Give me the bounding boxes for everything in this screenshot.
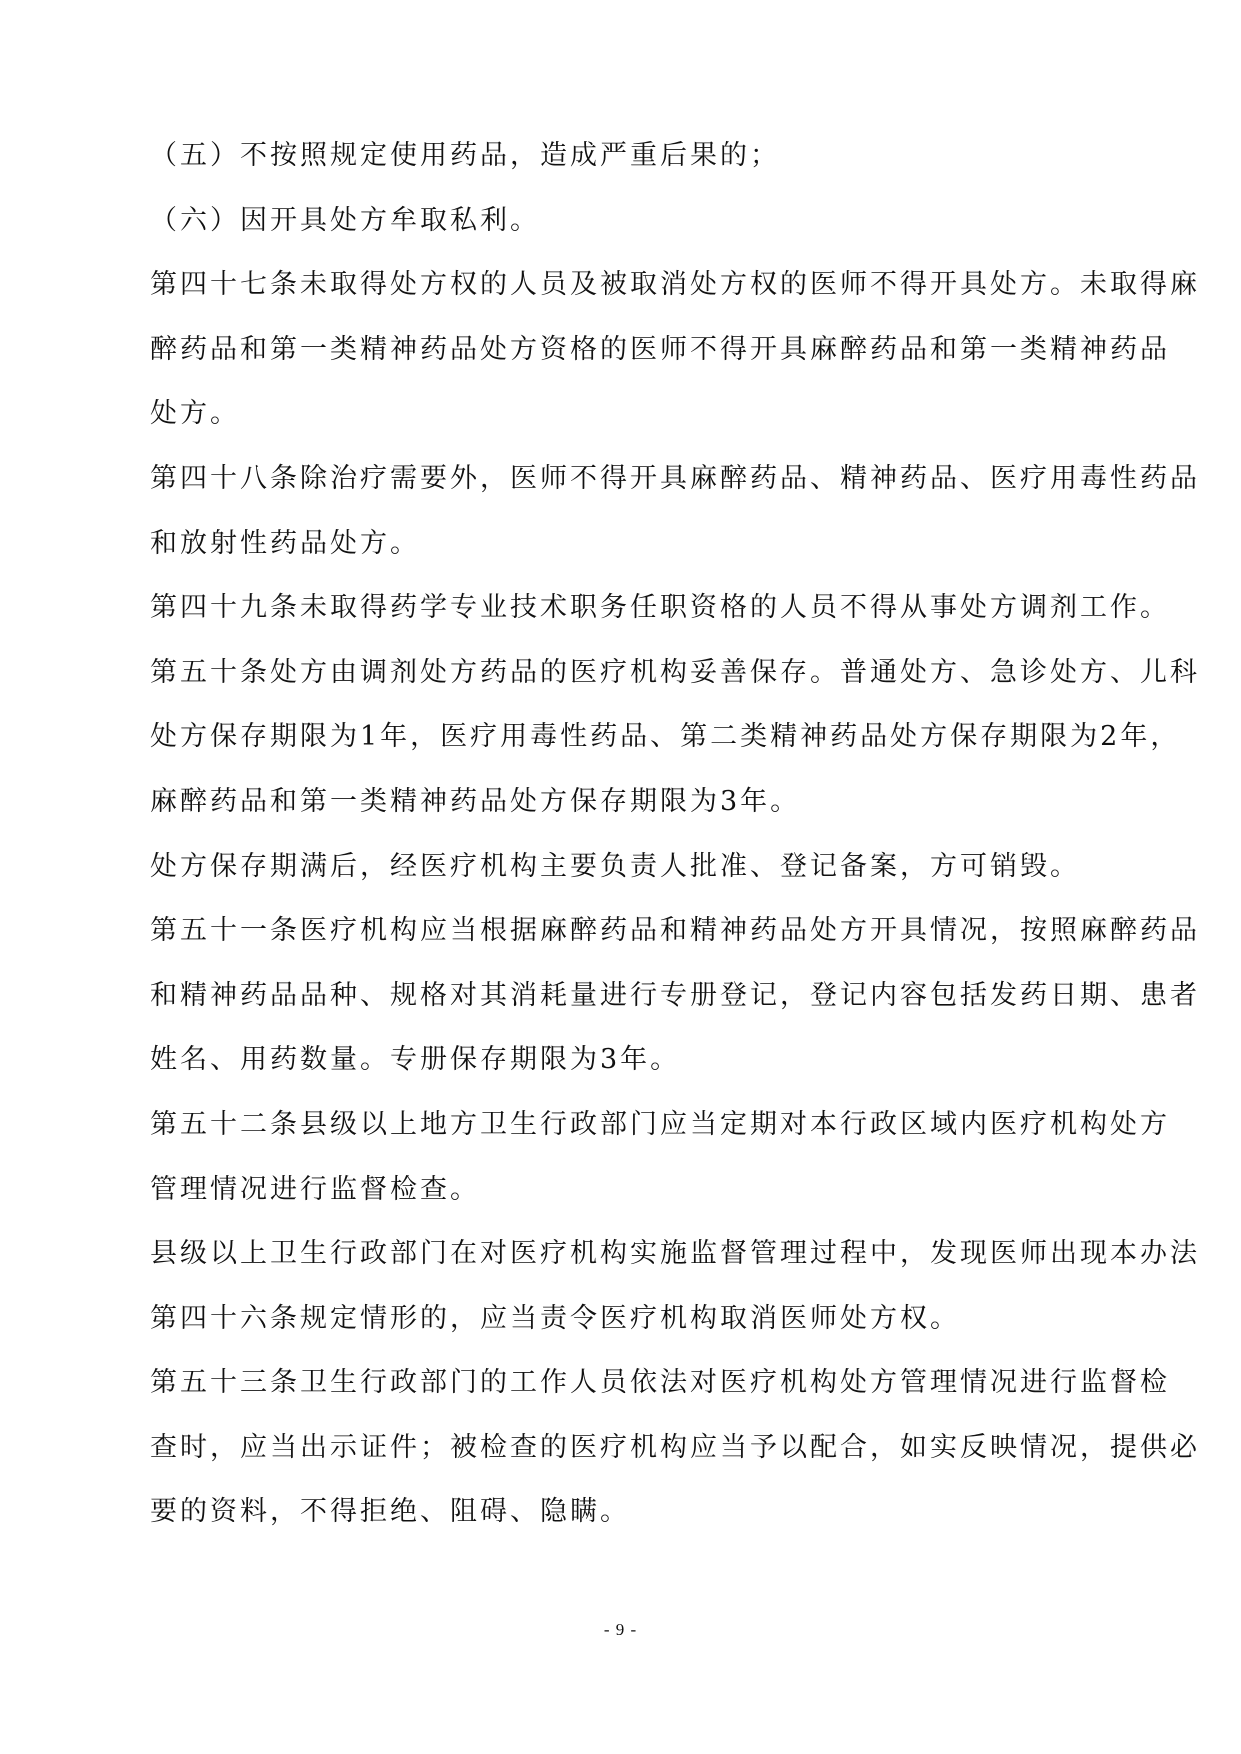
text-line: 醉药品和第一类精神药品处方资格的医师不得开具麻醉药品和第一类精神药品 xyxy=(150,333,1170,365)
text-line: 第四十九条未取得药学专业技术职务任职资格的人员不得从事处方调剂工作。 xyxy=(150,592,1170,624)
text-line: 查时，应当出示证件；被检查的医疗机构应当予以配合，如实反映情况，提供必 xyxy=(150,1431,1200,1463)
text-line: 县级以上卫生行政部门在对医疗机构实施监督管理过程中，发现医师出现本办法 xyxy=(150,1238,1200,1270)
text-line: 处方保存期限为1年，医疗用毒性药品、第二类精神药品处方保存期限为2年， xyxy=(150,721,1181,753)
text-line: 处方保存期满后，经医疗机构主要负责人批准、登记备案，方可销毁。 xyxy=(150,850,1080,882)
text-line: 麻醉药品和第一类精神药品处方保存期限为3年。 xyxy=(150,785,801,817)
text-line: （五）不按照规定使用药品，造成严重后果的； xyxy=(150,140,780,171)
text-line: 处方。 xyxy=(150,398,240,430)
text-line: 管理情况进行监督检查。 xyxy=(150,1173,480,1205)
text-line: 第四十七条未取得处方权的人员及被取消处方权的医师不得开具处方。未取得麻 xyxy=(150,269,1200,301)
document-body xyxy=(150,136,1200,1557)
text-line: 第五十条处方由调剂处方药品的医疗机构妥善保存。普通处方、急诊处方、儿科 xyxy=(150,656,1200,688)
text-line: 第四十六条规定情形的，应当责令医疗机构取消医师处方权。 xyxy=(150,1302,960,1334)
text-line: 第五十一条医疗机构应当根据麻醉药品和精神药品处方开具情况，按照麻醉药品 xyxy=(150,915,1200,947)
text-line: 和放射性药品处方。 xyxy=(150,527,420,559)
text-line: 姓名、用药数量。专册保存期限为3年。 xyxy=(150,1044,681,1076)
text-line: 第五十二条县级以上地方卫生行政部门应当定期对本行政区域内医疗机构处方 xyxy=(150,1108,1170,1140)
text-line: （六）因开具处方牟取私利。 xyxy=(150,204,540,236)
text-line: 和精神药品品种、规格对其消耗量进行专册登记，登记内容包括发药日期、患者 xyxy=(150,979,1200,1011)
page-number: - 9 - xyxy=(603,1620,638,1639)
text-line: 要的资料，不得拒绝、阻碍、隐瞒。 xyxy=(150,1496,630,1528)
text-line: 第五十三条卫生行政部门的工作人员依法对医疗机构处方管理情况进行监督检 xyxy=(150,1367,1170,1399)
text-line: 第四十八条除治疗需要外，医师不得开具麻醉药品、精神药品、医疗用毒性药品 xyxy=(150,462,1200,494)
